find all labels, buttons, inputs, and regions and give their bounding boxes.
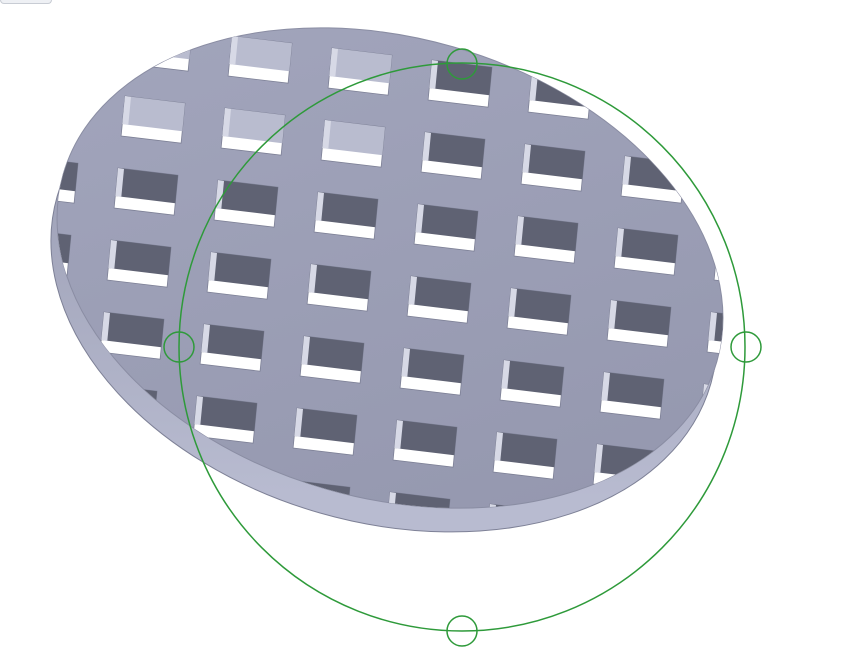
grate-hole [214, 180, 278, 227]
grate-hole [100, 312, 164, 359]
grate-hole [735, 24, 799, 71]
grate-hole [707, 312, 771, 359]
grate-hole [0, 300, 64, 347]
grate-hole [207, 252, 271, 299]
grate-hole [521, 144, 585, 191]
grate-hole [235, 0, 299, 11]
grate-hole [307, 264, 371, 311]
grate-hole [614, 228, 678, 275]
grate-hole [321, 120, 385, 167]
grate-hole [514, 216, 578, 263]
grate-hole [14, 156, 78, 203]
grate-hole [0, 444, 50, 491]
grate-hole [21, 84, 85, 131]
grate-hole [421, 132, 485, 179]
grate-hole [393, 420, 457, 467]
grate-hole [221, 108, 285, 155]
grate-hole [107, 240, 171, 287]
grate-hole [128, 24, 192, 71]
grate-hole [500, 360, 564, 407]
grate-hole [86, 456, 150, 503]
grate-hole [314, 192, 378, 239]
grate-hole [228, 36, 292, 83]
grate-hole [121, 96, 185, 143]
grate-hole [686, 528, 750, 575]
grate-hole [400, 348, 464, 395]
grate-hole [0, 372, 57, 419]
grate-hole [200, 324, 264, 371]
grate-hole [586, 516, 650, 563]
grate-hole [300, 336, 364, 383]
handle-right[interactable] [731, 332, 761, 362]
grate-hole [607, 300, 671, 347]
grate-hole [335, 0, 399, 23]
grate-hole [507, 288, 571, 335]
grate-hole [114, 168, 178, 215]
grate-hole [428, 60, 492, 107]
grate-hole [714, 240, 778, 287]
grate-hole [414, 204, 478, 251]
grate-hole [435, 0, 499, 35]
grate-hole [328, 48, 392, 95]
grate-hole [493, 432, 557, 479]
grate-hole [407, 276, 471, 323]
grate-hole [721, 168, 785, 215]
grate-hole [535, 0, 599, 47]
grate-hole [635, 12, 699, 59]
grate-hole [600, 372, 664, 419]
grate-hole [28, 12, 92, 59]
grate-hole [293, 408, 357, 455]
grate-hole [728, 96, 792, 143]
grate-hole [700, 384, 764, 431]
